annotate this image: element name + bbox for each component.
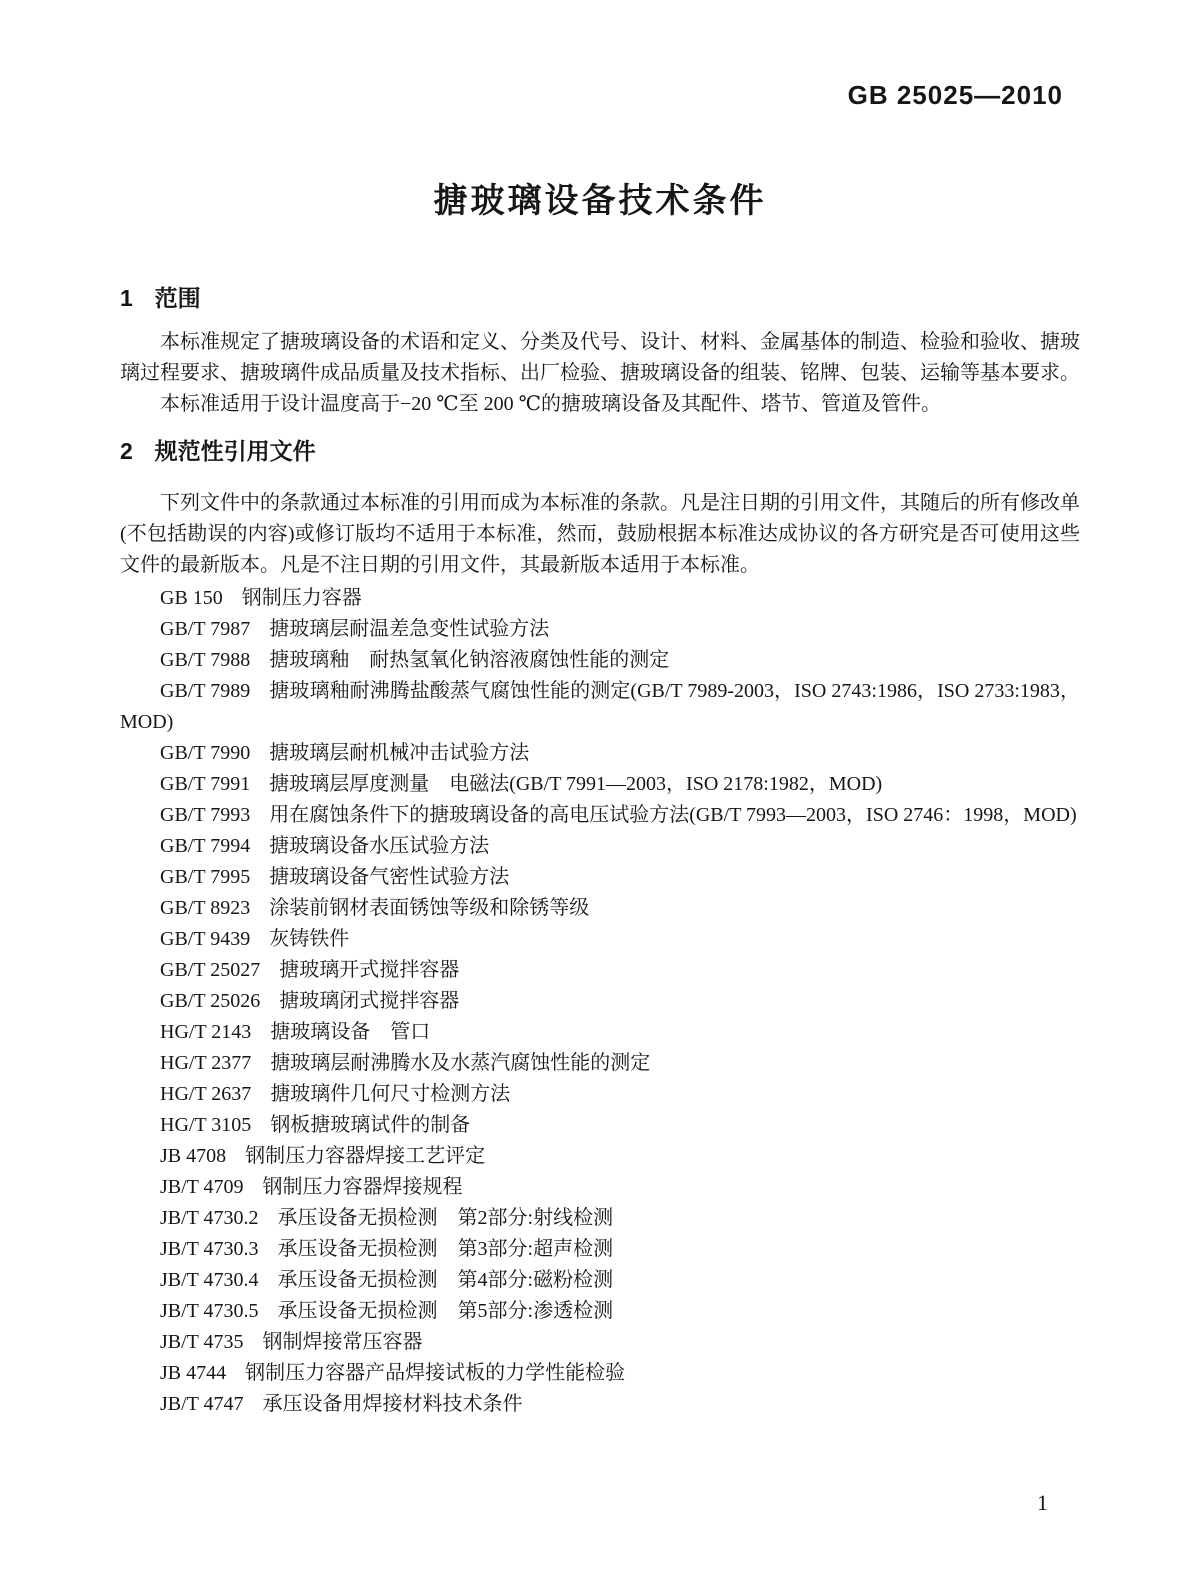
reference-title: 承压设备无损检测 第3部分:超声检测 xyxy=(277,1238,614,1260)
reference-item xyxy=(120,1110,1080,1141)
reference-item xyxy=(120,1172,1080,1203)
reference-item xyxy=(120,1389,1080,1420)
reference-title: 承压设备无损检测 第5部分:渗透检测 xyxy=(277,1300,614,1322)
reference-code: GB/T 25027 xyxy=(160,959,261,981)
reference-item xyxy=(120,1141,1080,1172)
reference-code: GB/T 7988 xyxy=(160,649,251,671)
reference-item xyxy=(120,1234,1080,1265)
reference-item xyxy=(120,831,1080,862)
reference-item xyxy=(120,862,1080,893)
reference-item xyxy=(120,1327,1080,1358)
reference-title: 搪玻璃闭式搅拌容器 xyxy=(279,990,460,1012)
reference-title: 钢制压力容器焊接规程 xyxy=(262,1176,463,1198)
reference-code: HG/T 2377 xyxy=(160,1052,252,1074)
section-2-title: 规范性引用文件 xyxy=(154,438,316,464)
section-1-title: 范围 xyxy=(154,285,201,311)
reference-title: 钢板搪玻璃试件的制备 xyxy=(270,1114,471,1136)
reference-code: GB/T 7989 xyxy=(160,680,251,702)
reference-code: JB/T 4709 xyxy=(160,1176,244,1198)
reference-code: GB/T 7991 xyxy=(160,773,251,795)
reference-code: JB/T 4730.2 xyxy=(160,1207,259,1229)
reference-item xyxy=(120,738,1080,769)
section-2-number: 2 xyxy=(120,438,133,464)
reference-item xyxy=(120,1296,1080,1327)
reference-item xyxy=(120,1265,1080,1296)
reference-title: 搪玻璃层耐温差急变性试验方法 xyxy=(269,618,550,640)
references-list xyxy=(120,583,1080,1420)
reference-title: 搪玻璃开式搅拌容器 xyxy=(279,959,460,981)
reference-code: HG/T 3105 xyxy=(160,1114,252,1136)
reference-title: 灰铸铁件 xyxy=(269,928,350,950)
reference-code: GB/T 25026 xyxy=(160,990,261,1012)
standard-number: GB 25025—2010 xyxy=(847,80,1063,110)
reference-title: 钢制压力容器产品焊接试板的力学性能检验 xyxy=(245,1362,626,1384)
reference-item xyxy=(120,1079,1080,1110)
reference-title: 承压设备无损检测 第4部分:磁粉检测 xyxy=(277,1269,614,1291)
reference-title: 搪玻璃层厚度测量 电磁法(GB/T 7991—2003，ISO 2178:1982，MOD) xyxy=(269,773,883,795)
reference-item xyxy=(120,924,1080,955)
reference-title: 搪玻璃设备水压试验方法 xyxy=(269,835,490,857)
reference-code: HG/T 2637 xyxy=(160,1083,252,1105)
document-title: 搪玻璃设备技术条件 xyxy=(433,182,767,220)
reference-code: GB/T 8923 xyxy=(160,897,251,919)
reference-code: GB/T 7993 xyxy=(160,804,251,826)
page-number: 1 xyxy=(1037,1490,1048,1515)
scope-paragraph-2: 本标准适用于设计温度高于−20 ℃至 200 ℃的搪玻璃设备及其配件、塔节、管道及管件。 xyxy=(160,393,942,415)
reference-code: JB/T 4747 xyxy=(160,1393,244,1415)
reference-item xyxy=(120,893,1080,924)
reference-code: GB 150 xyxy=(160,587,223,609)
reference-title: 搪玻璃设备气密性试验方法 xyxy=(269,866,510,888)
section-2-heading xyxy=(120,437,1080,465)
reference-code: GB/T 7987 xyxy=(160,618,251,640)
reference-title: 承压设备无损检测 第2部分:射线检测 xyxy=(277,1207,614,1229)
reference-item xyxy=(120,769,1080,800)
section-normative-references xyxy=(120,437,1080,1420)
reference-item xyxy=(120,800,1080,831)
section-1-number: 1 xyxy=(120,285,133,311)
reference-item xyxy=(120,614,1080,645)
reference-item xyxy=(120,986,1080,1017)
reference-item xyxy=(120,1017,1080,1048)
reference-title: 钢制压力容器焊接工艺评定 xyxy=(245,1145,486,1167)
reference-code: JB/T 4730.4 xyxy=(160,1269,259,1291)
scope-paragraph-1: 本标准规定了搪玻璃设备的术语和定义、分类及代号、设计、材料、金属基体的制造、检验和验收、搪玻璃过程要求、搪玻璃件成品质量及技术指标、出厂检验、搪玻璃设备的组装、铭牌、包装、运输等基本要求。 xyxy=(120,331,1080,384)
reference-code: HG/T 2143 xyxy=(160,1021,252,1043)
reference-title: 搪玻璃釉 耐热氢氧化钠溶液腐蚀性能的测定 xyxy=(269,649,670,671)
reference-title: 涂装前钢材表面锈蚀等级和除锈等级 xyxy=(269,897,590,919)
reference-title: 钢制焊接常压容器 xyxy=(262,1331,423,1353)
references-intro-paragraph: 下列文件中的条款通过本标准的引用而成为本标准的条款。凡是注日期的引用文件，其随后的所有修改单(不包括勘误的内容)或修订版均不适用于本标准，然而，鼓励根据本标准达成协议的各方研究是否可使用这些文件的最新版本。凡是不注日期的引用文件，其最新版本适用于本标准。 xyxy=(120,492,1080,576)
reference-title: 搪玻璃层耐机械冲击试验方法 xyxy=(269,742,530,764)
reference-code: GB/T 7995 xyxy=(160,866,251,888)
reference-title: 搪玻璃层耐沸腾水及水蒸汽腐蚀性能的测定 xyxy=(270,1052,651,1074)
reference-code: JB/T 4735 xyxy=(160,1331,244,1353)
reference-title: 搪玻璃设备 管口 xyxy=(270,1021,431,1043)
section-1-heading xyxy=(120,284,1080,312)
reference-item xyxy=(120,955,1080,986)
reference-code: JB/T 4730.3 xyxy=(160,1238,259,1260)
reference-item xyxy=(120,676,1080,738)
reference-item xyxy=(120,1358,1080,1389)
reference-item xyxy=(120,1048,1080,1079)
reference-code: JB/T 4730.5 xyxy=(160,1300,259,1322)
reference-item xyxy=(120,583,1080,614)
reference-item xyxy=(120,645,1080,676)
reference-title: 承压设备用焊接材料技术条件 xyxy=(262,1393,523,1415)
reference-item xyxy=(120,1203,1080,1234)
reference-title: 用在腐蚀条件下的搪玻璃设备的高电压试验方法(GB/T 7993—2003，ISO 2746：1998，MOD) xyxy=(269,804,1077,826)
reference-code: GB/T 9439 xyxy=(160,928,251,950)
reference-code: GB/T 7994 xyxy=(160,835,251,857)
reference-title: 钢制压力容器 xyxy=(241,587,362,609)
reference-code: JB 4744 xyxy=(160,1362,227,1384)
reference-title: 搪玻璃件几何尺寸检测方法 xyxy=(270,1083,511,1105)
reference-code: GB/T 7990 xyxy=(160,742,251,764)
section-scope xyxy=(120,284,1080,420)
reference-code: JB 4708 xyxy=(160,1145,227,1167)
reference-title: 搪玻璃釉耐沸腾盐酸蒸气腐蚀性能的测定(GB/T 7989-2003，ISO 2743:1986，ISO 2733:1983，MOD) xyxy=(120,680,1080,733)
